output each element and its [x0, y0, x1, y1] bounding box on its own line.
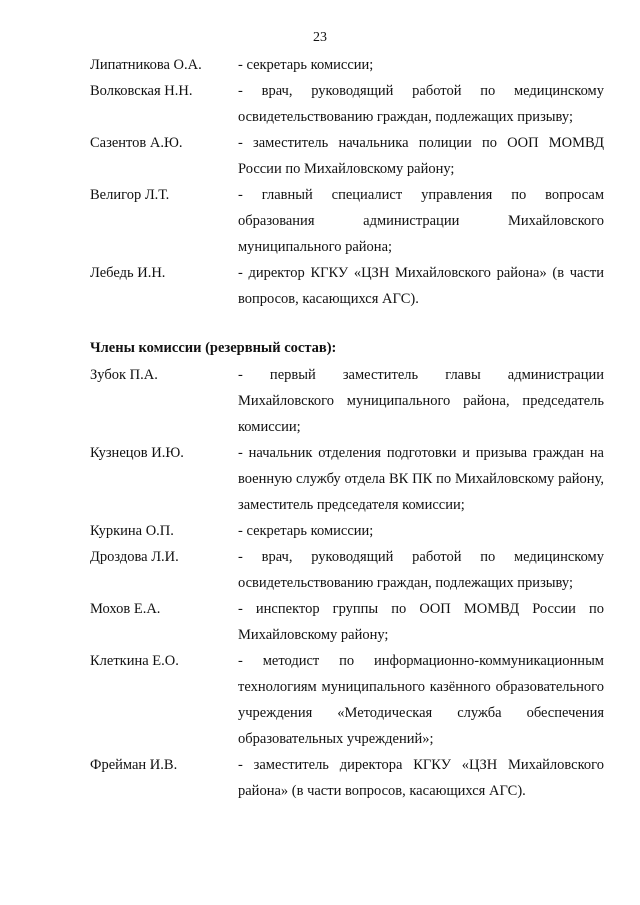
member-role: - главный специалист управления по вопросам образования администрации Михайловского муниципального района;: [238, 187, 604, 255]
member-role: - секретарь комиссии;: [238, 523, 374, 539]
member-row: [0, 518, 640, 544]
member-role: - заместитель начальника полиции по ООП МОМВД России по Михайловскому району;: [238, 135, 604, 177]
main-members-list: [0, 52, 640, 312]
member-row: [0, 78, 640, 130]
member-name: Дроздова Л.И.: [90, 549, 179, 565]
member-row: [0, 752, 640, 830]
member-row: [0, 544, 640, 596]
member-name: Зубок П.А.: [90, 367, 158, 383]
member-role: - врач, руководящий работой по медицинскому освидетельствованию граждан, подлежащих призыву;: [238, 549, 604, 591]
member-role: - методист по информационно-коммуникационным технологиям муниципального казённого образовательного учреждения «Методическая служба обеспечения образовательных учреждений»;: [238, 653, 604, 747]
member-name: Клеткина Е.О.: [90, 653, 179, 669]
member-row: [0, 648, 640, 752]
member-name: Волковская Н.Н.: [90, 83, 193, 99]
member-row: [0, 440, 640, 518]
member-role: - инспектор группы по ООП МОМВД России по Михайловскому району;: [238, 601, 604, 643]
member-role: - врач, руководящий работой по медицинскому освидетельствованию граждан, подлежащих призыву;: [238, 83, 604, 125]
page-number: 23: [313, 30, 327, 45]
member-name: Куркина О.П.: [90, 523, 174, 539]
member-role: - секретарь комиссии;: [238, 57, 374, 73]
reserve-heading: Члены комиссии (резервный состав):: [90, 340, 337, 356]
member-row: [0, 260, 640, 312]
member-name: Велигор Л.Т.: [90, 187, 170, 203]
member-row: [0, 52, 640, 78]
member-name: Кузнецов И.Ю.: [90, 445, 184, 461]
reserve-members-list: [0, 362, 640, 830]
member-name: Лебедь И.Н.: [90, 265, 166, 281]
member-row: [0, 596, 640, 648]
member-role: - заместитель директора КГКУ «ЦЗН Михайловского района» (в части вопросов, касающихся АГС).: [238, 757, 604, 799]
member-role: - директор КГКУ «ЦЗН Михайловского района» (в части вопросов, касающихся АГС).: [238, 265, 604, 307]
member-row: [0, 182, 640, 260]
member-role: - первый заместитель главы администрации Михайловского муниципального района, председатель комиссии;: [238, 367, 604, 435]
member-role: - начальник отделения подготовки и призыва граждан на военную службу отдела ВК ПК по Михайловскому району, заместитель председателя комиссии;: [238, 445, 604, 513]
member-name: Фрейман И.В.: [90, 757, 178, 773]
member-name: Мохов Е.А.: [90, 601, 161, 617]
member-row: [0, 130, 640, 182]
member-name: Липатникова О.А.: [90, 57, 202, 73]
member-name: Сазентов А.Ю.: [90, 135, 183, 151]
member-row: [0, 362, 640, 440]
